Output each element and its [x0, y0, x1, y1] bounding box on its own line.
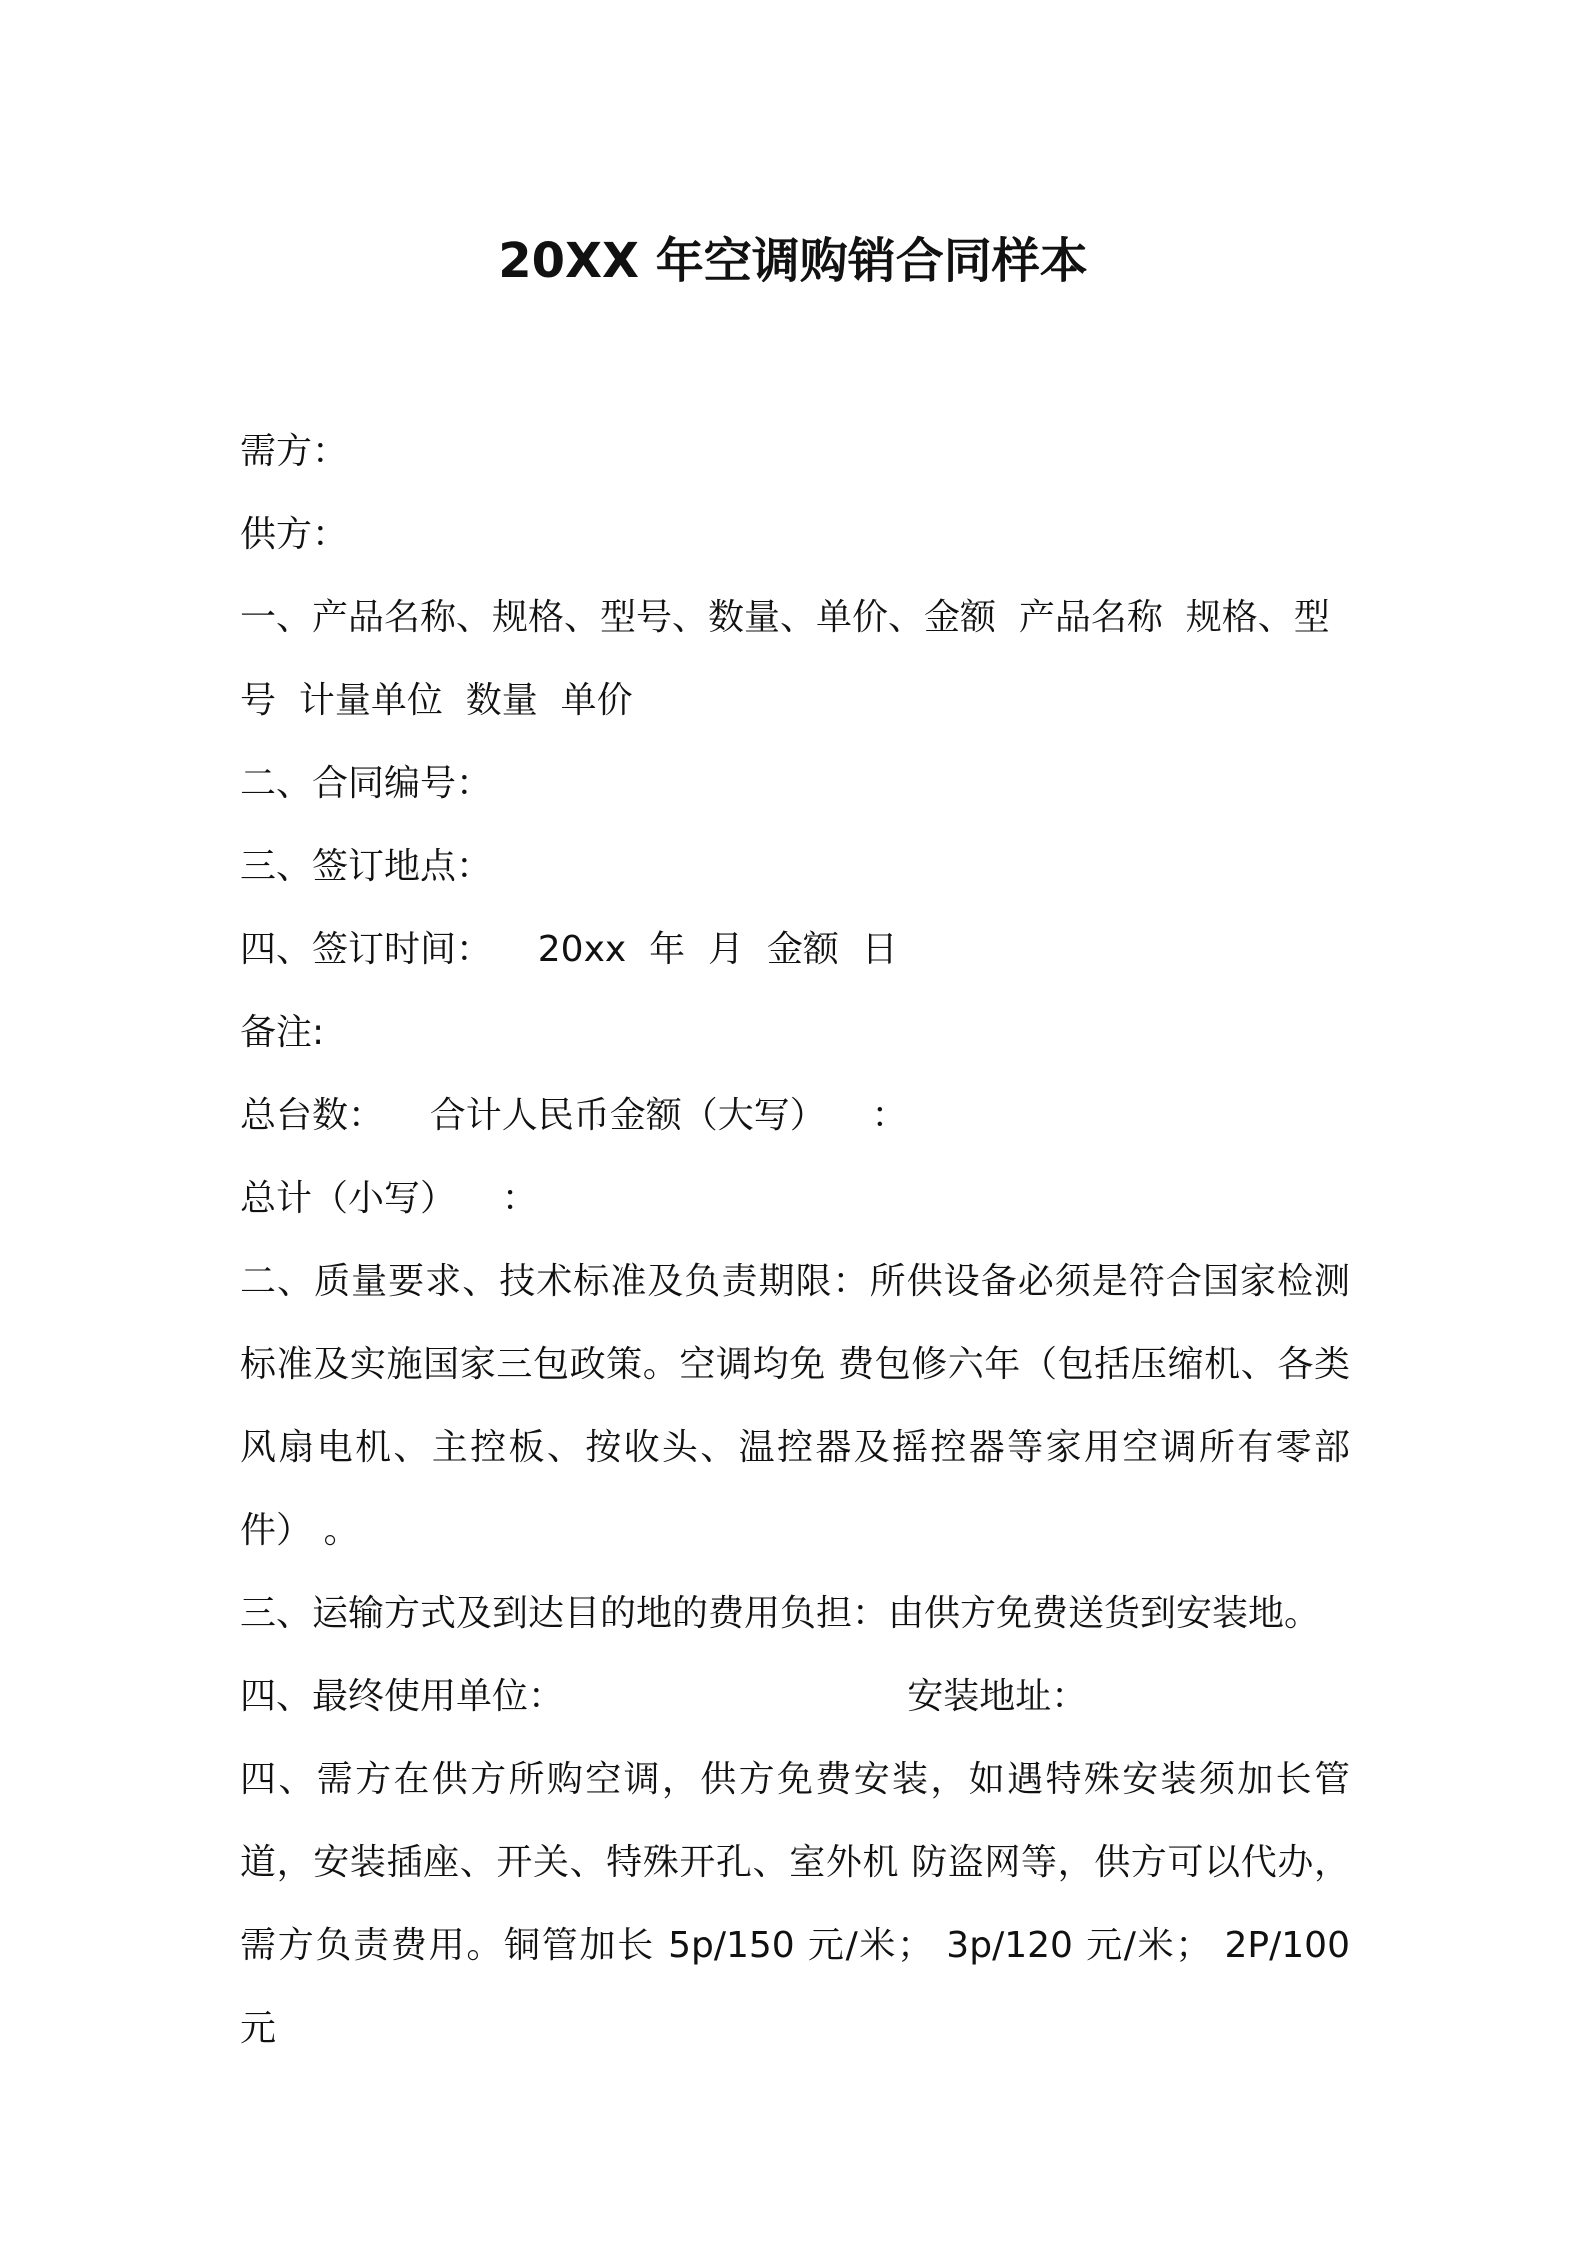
document-title: 20XX 年空调购销合同样本: [498, 233, 1088, 289]
demand-party-line: 需方：: [240, 431, 349, 472]
transport-line: 三、运输方式及到达目的地的费用负担：由供方免费送货到安装地。: [240, 1593, 1321, 1634]
total-units-line: 总台数： 合计人民币金额（大写） ：: [240, 1095, 908, 1136]
total-small-line: 总计（小写） ：: [240, 1178, 538, 1219]
final-user-line: 四、最终使用单位： 安装地址：: [240, 1676, 1088, 1717]
contract-number-line: 二、合同编号：: [240, 763, 493, 804]
supply-party-line: 供方：: [240, 514, 349, 555]
product-line-2: 号 计量单位 数量 单价: [240, 680, 633, 721]
signing-time-line: 四、签订时间： 20xx 年 月 金额 日: [240, 929, 898, 970]
document-body: [240, 410, 1350, 2070]
signing-place-line: 三、签订地点：: [240, 846, 493, 887]
quality-paragraph: 二、质量要求、技术标准及负责期限：所供设备必须是符合国家检测标准及实施国家三包政策。空调均免 费包修六年（包括压缩机、各类风扇电机、主控板、按收头、温控器及摇控器等家用空调所有零部件） 。: [240, 1261, 1350, 1551]
product-line-1: 一、产品名称、规格、型号、数量、单价、金额 产品名称 规格、型: [240, 597, 1330, 638]
remark-line: 备注:: [240, 1012, 325, 1053]
installation-paragraph: 四、需方在供方所购空调，供方免费安装，如遇特殊安装须加长管道，安装插座、开关、特殊开孔、室外机 防盗网等，供方可以代办，需方负责费用。铜管加长 5p/150 元/米； 3p/120 元/米； 2P/100 元: [240, 1759, 1350, 2049]
